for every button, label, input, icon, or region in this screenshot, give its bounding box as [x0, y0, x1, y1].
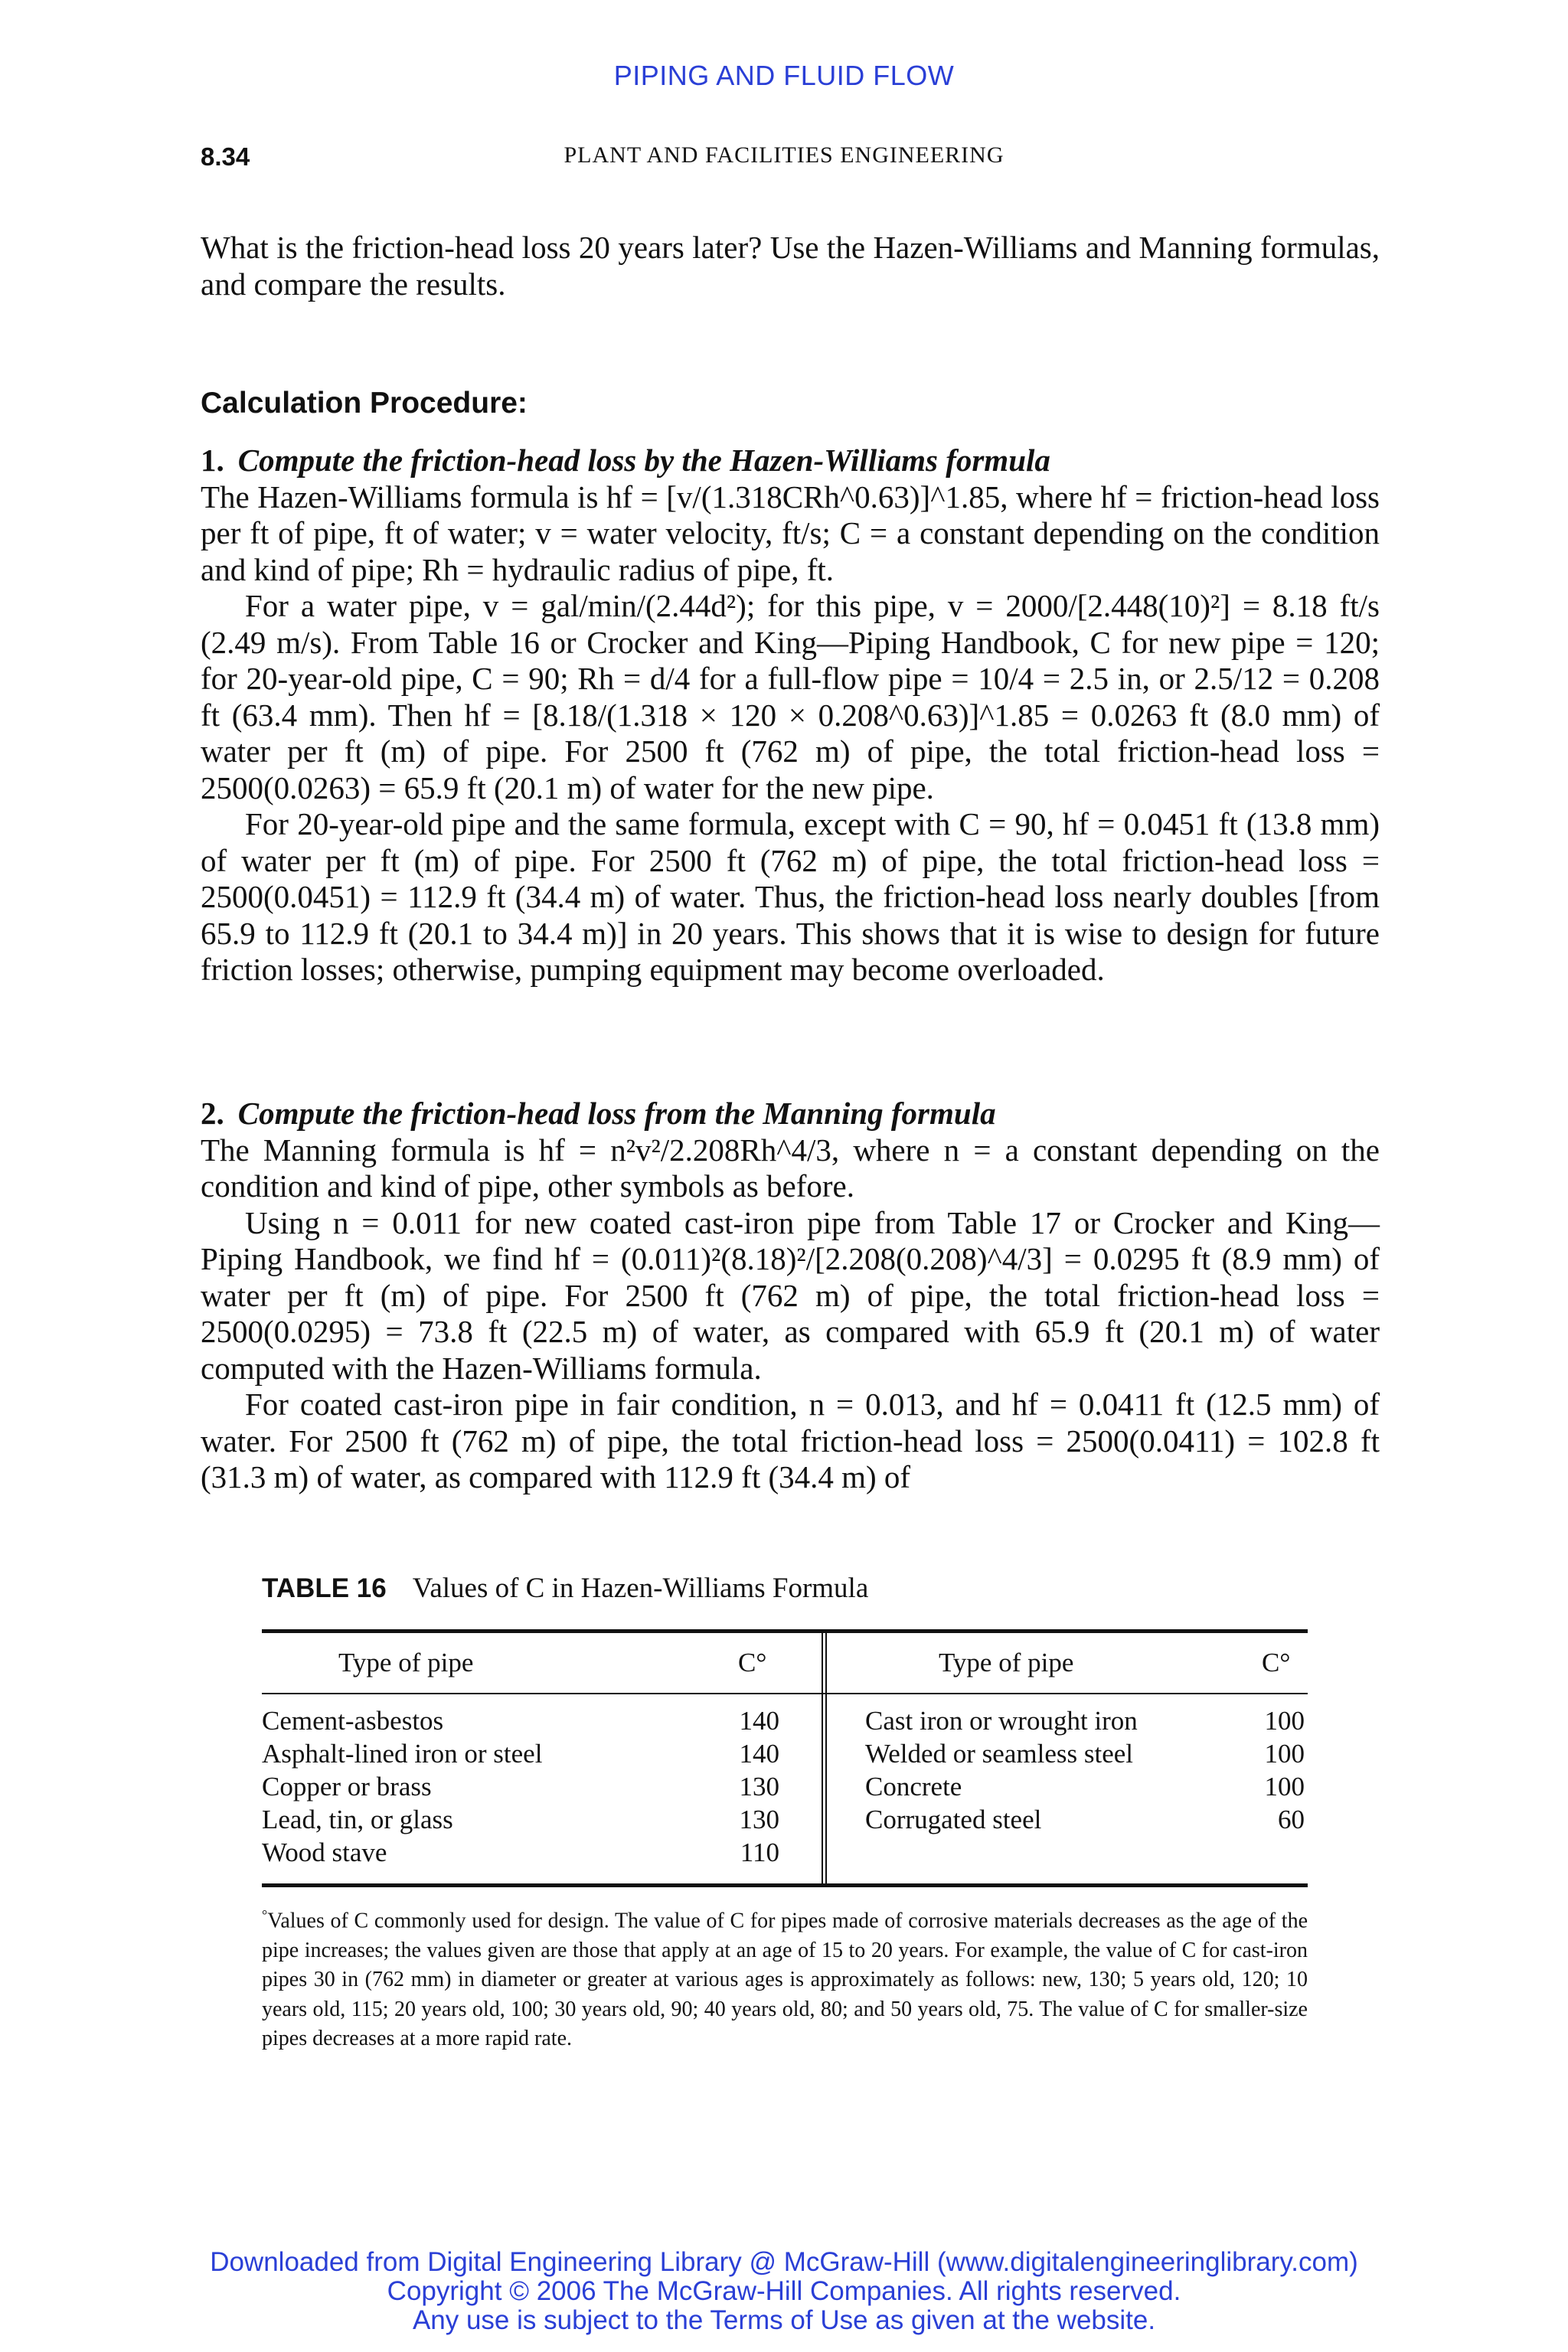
step-heading-text: Compute the friction-head loss by the Hazen-Williams formula — [237, 443, 1050, 478]
step-heading — [201, 1096, 1380, 1132]
intro-text: What is the friction-head loss 20 years later? Use the Hazen-Williams and Manning formulas, and compare the results. — [201, 230, 1380, 302]
table-row-c: 110 — [740, 1838, 779, 1867]
footnote-marker: ° — [262, 1907, 268, 1922]
step-heading-text: Compute the friction-head loss from the Manning formula — [237, 1096, 996, 1131]
table-row-c: 100 — [1264, 1706, 1305, 1736]
table-header-rule — [262, 1693, 1308, 1694]
step-paragraph: For 20-year-old pipe and the same formula, except with C = 90, hf = 0.0451 ft (13.8 mm) of water per ft (m) of pipe. For 2500 ft (762 m) of pipe, the total friction-head loss = 2500(0.0451) = 112.9 ft (34.4 m) of water. Thus, the friction-head loss nearly doubles [from 65.9 to 112.9 ft (20.1 to 34.4 m)] in 20 years. This shows that it is wise to design for future friction losses; otherwise, pumping equipment may become overloaded. — [201, 806, 1380, 987]
table-column-divider — [822, 1633, 827, 1883]
table-row-c: 100 — [1264, 1772, 1305, 1802]
table-row-type: Wood stave — [262, 1838, 387, 1867]
running-head: PLANT AND FACILITIES ENGINEERING — [564, 142, 1004, 168]
footer-line: Downloaded from Digital Engineering Library @ McGraw-Hill (www.digitalengineeringlibrary.com) — [210, 2247, 1358, 2277]
table-row-type: Copper or brass — [262, 1772, 432, 1802]
step-paragraph: For coated cast-iron pipe in fair condition, n = 0.013, and hf = 0.0411 ft (12.5 mm) of water. For 2500 ft (762 m) of pipe, the total friction-head loss = 2500(0.0411) = 102.8 ft (31.3 m) of water, as compared with 112.9 ft (34.4 m) of — [201, 1387, 1380, 1494]
chapter-banner: PIPING AND FLUID FLOW — [613, 60, 955, 91]
column-header-c-left: C° — [738, 1648, 767, 1677]
footer-line: Any use is subject to the Terms of Use as given at the website. — [412, 2305, 1156, 2335]
table-row-type: Asphalt-lined iron or steel — [262, 1739, 543, 1769]
table-row-c: 100 — [1264, 1739, 1305, 1769]
step-2 — [201, 1096, 1380, 1496]
table-top-rule — [262, 1629, 1308, 1633]
column-header-c-right: C° — [1262, 1648, 1291, 1677]
table-row-type: Concrete — [865, 1772, 962, 1802]
step-number: 2. — [201, 1096, 224, 1131]
table-row-type: Lead, tin, or glass — [262, 1805, 453, 1834]
table-row-type: Cement-asbestos — [262, 1706, 444, 1736]
footnote-text: Values of C commonly used for design. The value of C for pipes made of corrosive materials decreases as the age of the pipe increases; the values given are those that apply at an age of 15 to 20 years. For example, the value of C for cast-iron pipes 30 in (762 mm) in diameter or greater at various ages is approximately as follows: new, 130; 5 years old, 120; 10 years old, 115; 20 years old, 100; 30 years old, 90; 40 years old, 80; and 50 years old, 75. The value of C for smaller-size pipes decreases at a more rapid rate. — [262, 1909, 1308, 2051]
intro-paragraph — [201, 230, 1380, 302]
step-heading — [201, 443, 1380, 479]
download-footer — [0, 2248, 1568, 2335]
step-1 — [201, 443, 1380, 988]
step-paragraph: Using n = 0.011 for new coated cast-iron pipe from Table 17 or Crocker and King—Piping Handbook, we find hf = (0.011)²(8.18)²/[2.208(0.208)^4/3] = 0.0295 ft (8.9 mm) of water per ft (m) of pipe. For 2500 ft (762 m) of pipe, the total friction-head loss = 2500(0.0295) = 73.8 ft (22.5 m) of water, as compared with 65.9 ft (20.1 m) of water computed with the Hazen-Williams formula. — [201, 1204, 1380, 1386]
table-row-c: 130 — [739, 1772, 779, 1802]
page-number: 8.34 — [201, 142, 250, 171]
table-row-c: 60 — [1278, 1805, 1305, 1834]
table-caption — [262, 1572, 868, 1605]
column-header-type-left: Type of pipe — [338, 1648, 474, 1677]
column-header-type-right: Type of pipe — [939, 1648, 1074, 1677]
table-row-type: Welded or seamless steel — [865, 1739, 1133, 1769]
table-footnote — [262, 1900, 1308, 2054]
table-title: Values of C in Hazen-Williams Formula — [412, 1573, 869, 1604]
table-row-type: Corrugated steel — [865, 1805, 1042, 1834]
table-row-c: 130 — [739, 1805, 779, 1834]
step-number: 1. — [201, 443, 224, 478]
step-paragraph: The Manning formula is hf = n²v²/2.208Rh^4/3, where n = a constant depending on the condition and kind of pipe, other symbols as before. — [201, 1132, 1380, 1204]
step-paragraph: For a water pipe, v = gal/min/(2.44d²); for this pipe, v = 2000/[2.448(10)²] = 8.18 ft/s (2.49 m/s). From Table 16 or Crocker and King—Piping Handbook, C for new pipe = 120; for 20-year-old pipe, C = 90; Rh = d/4 for a full-flow pipe = 10/4 = 2.5 in, or 2.5/12 = 0.208 ft (63.4 mm). Then hf = [8.18/(1.318 × 120 × 0.208^0.63)]^1.85 = 0.0263 ft (8.0 mm) of water per ft (m) of pipe. For 2500 ft (762 m) of pipe, the total friction-head loss = 2500(0.0263) = 65.9 ft (20.1 m) of water for the new pipe. — [201, 588, 1380, 805]
section-title: Calculation Procedure: — [201, 387, 528, 420]
table-row-c: 140 — [739, 1739, 779, 1769]
footer-line: Copyright © 2006 The McGraw-Hill Companies. All rights reserved. — [387, 2276, 1181, 2306]
step-paragraph: The Hazen-Williams formula is hf = [v/(1.318CRh^0.63)]^1.85, where hf = friction-head loss per ft of pipe, ft of water; v = water velocity, ft/s; C = a constant depending on the condition and kind of pipe; Rh = hydraulic radius of pipe, ft. — [201, 479, 1380, 587]
table-row-type: Cast iron or wrought iron — [865, 1706, 1138, 1736]
table-label: TABLE 16 — [262, 1573, 387, 1603]
table-bottom-rule — [262, 1883, 1308, 1887]
table-row-c: 140 — [739, 1706, 779, 1736]
